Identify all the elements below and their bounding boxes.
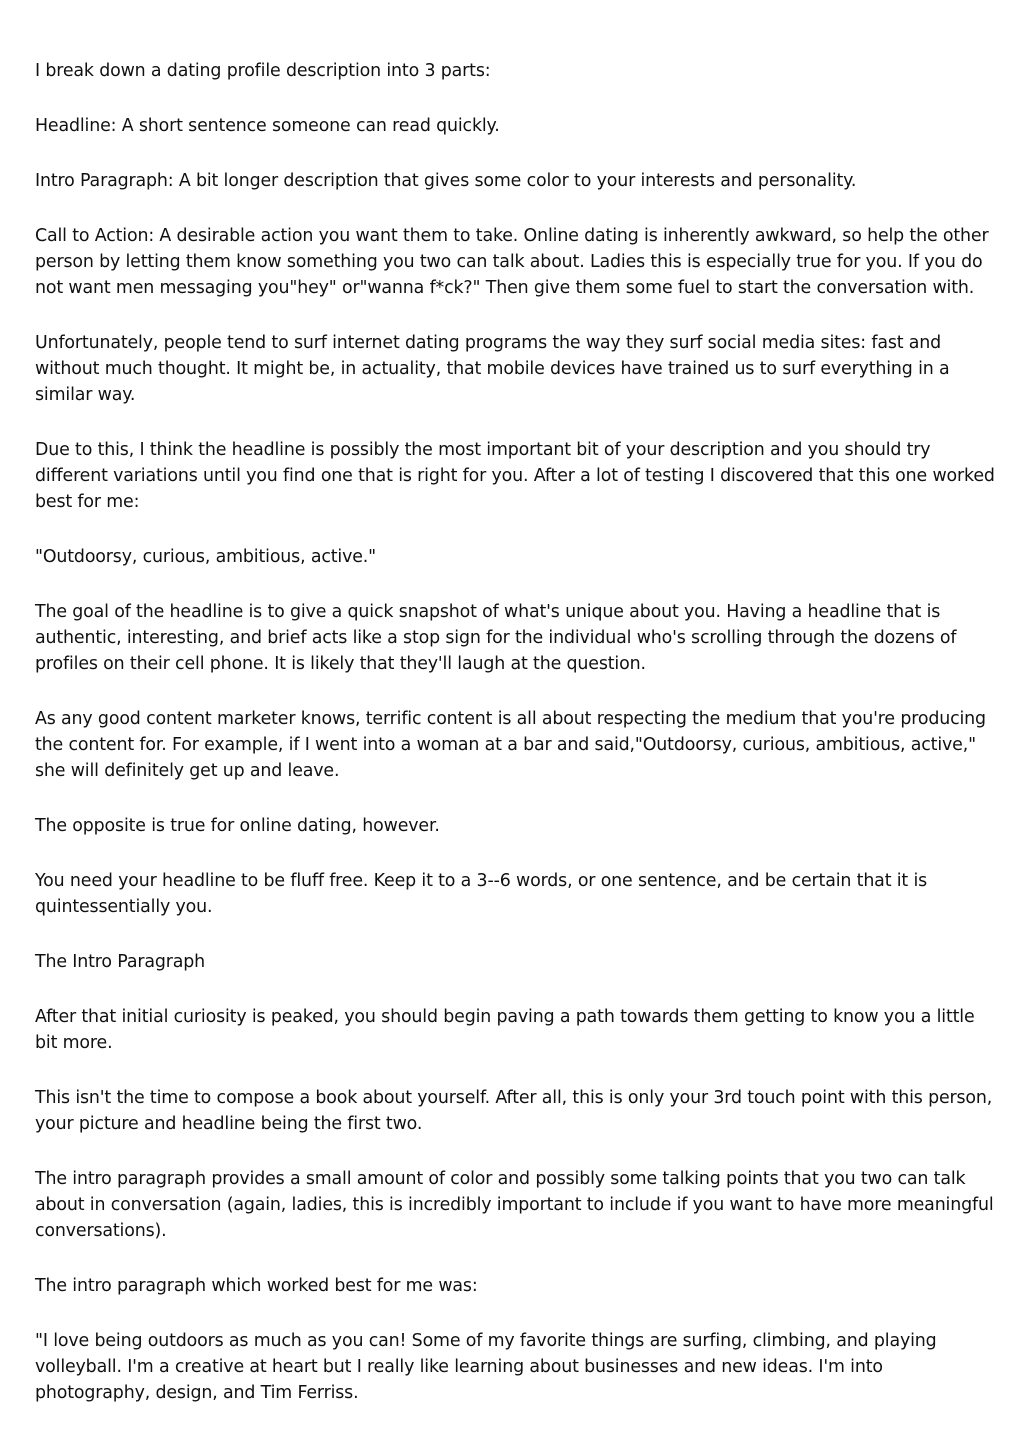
paragraph-intro-parts: I break down a dating profile description into 3 parts:: [35, 61, 491, 81]
paragraph-example-headline: "Outdoorsy, curious, ambitious, active.": [35, 547, 377, 567]
paragraph-headline-definition: Headline: A short sentence someone can read quickly.: [35, 116, 500, 136]
paragraph-intro-definition: Intro Paragraph: A bit longer description that gives some color to your interests and personality.: [35, 171, 857, 191]
paragraph-surfing-habits: Unfortunately, people tend to surf internet dating programs the way they surf social media sites: fast and without much thought. It might be, in actuality, that mobile devices have trained us to surf everything in a similar way.: [35, 333, 950, 405]
paragraph-call-to-action-definition: Call to Action: A desirable action you want them to take. Online dating is inherently awkward, so help the other person by letting them know something you two can talk about. Ladies this is especially true for you. If you do not want men messaging you"hey" or"wanna f*ck?" Then give them some fuel to start the conversation with.: [35, 226, 989, 298]
paragraph-touch-point: This isn't the time to compose a book about yourself. After all, this is only your 3rd touch point with this person, your picture and headline being the first two.: [35, 1088, 993, 1134]
paragraph-opposite-true: The opposite is true for online dating, however.: [35, 816, 440, 836]
paragraph-headline-goal: The goal of the headline is to give a quick snapshot of what's unique about you. Having a headline that is authentic, interesting, and brief acts like a stop sign for the individual who's scrolling through the dozens of profiles on their cell phone. It is likely that they'll laugh at the question.: [35, 602, 957, 674]
section-heading-intro-paragraph: The Intro Paragraph: [35, 952, 206, 972]
paragraph-fluff-free: You need your headline to be fluff free. Keep it to a 3--6 words, or one sentence, and be certain that it is quintessentially you.: [35, 871, 928, 917]
paragraph-content-marketer: As any good content marketer knows, terrific content is all about respecting the medium that you're producing the content for. For example, if I went into a woman at a bar and said,"Outdoorsy, curious, ambitious, active," she will definitely get up and leave.: [35, 709, 986, 781]
paragraph-curiosity-peaked: After that initial curiosity is peaked, you should begin paving a path towards them getting to know you a little bit more.: [35, 1007, 975, 1053]
paragraph-example-intro: "I love being outdoors as much as you can! Some of my favorite things are surfing, climbing, and playing volleyball. I'm a creative at heart but I really like learning about businesses and new ideas. I'm into photography, design, and Tim Ferriss.: [35, 1331, 937, 1403]
document-body: [35, 58, 997, 1435]
paragraph-headline-importance: Due to this, I think the headline is possibly the most important bit of your description and you should try different variations until you find one that is right for you. After a lot of testing I discovered that this one worked best for me:: [35, 440, 995, 512]
paragraph-talking-points: The intro paragraph provides a small amount of color and possibly some talking points that you two can talk about in conversation (again, ladies, this is incredibly important to include if you want to have more meaningful conversations).: [35, 1169, 994, 1241]
paragraph-intro-worked-best: The intro paragraph which worked best for me was:: [35, 1276, 478, 1296]
